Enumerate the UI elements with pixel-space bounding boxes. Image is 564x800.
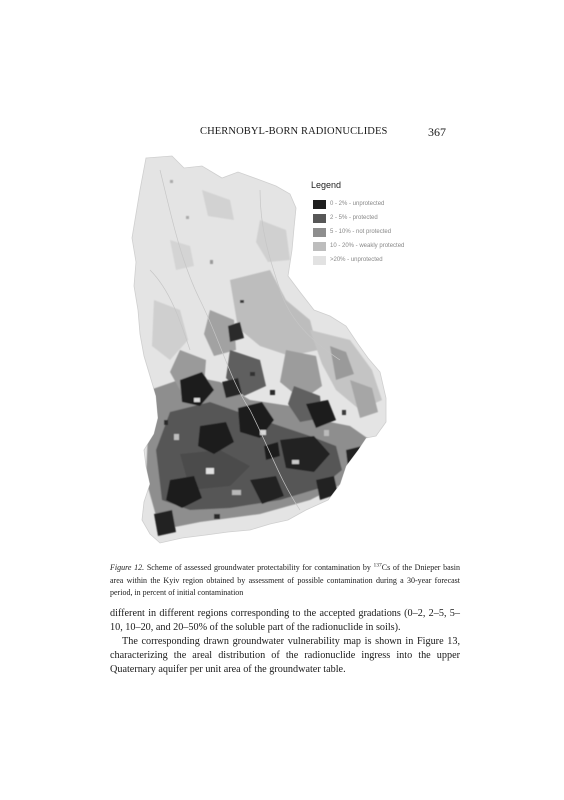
legend-swatch [313,242,326,251]
legend-item [313,255,441,266]
legend-title: Legend [311,180,342,190]
isotope-mass-number: 137 [373,562,382,569]
legend-swatch [313,200,326,209]
legend-label: 10 - 20% - weakly protected [330,243,405,249]
legend-label: 0 - 2% - unprotected [330,201,385,207]
body-text [110,607,460,677]
legend-swatch [313,228,326,237]
running-title: CHERNOBYL-BORN RADIONUCLIDES [200,126,388,137]
legend-item [313,199,441,210]
legend-swatch [313,214,326,223]
contamination-map [110,150,460,555]
figure-caption [110,562,460,600]
paragraph-2: The corresponding drawn groundwater vulnerability map is shown in Figure 13, characterizing the areal distribution of the radionuclide ingress into the upper Quaternary aquifer per unit area of the groundwater table. [110,636,460,675]
legend-swatch [313,256,326,265]
page-number: 367 [428,125,446,139]
legend-label: 2 - 5% - protected [330,215,378,221]
running-head [200,126,446,140]
legend-label: 5 - 10% - not protected [330,229,392,235]
legend-item [313,213,441,224]
caption-text-start: Scheme of assessed groundwater protectability for contamination by [146,563,374,572]
paragraph-1: different in different regions corresponding to the accepted gradations (0–2, 2–5, 5–10, 10–20, and 20–50% of the soluble part of the radionuclide in soils). [110,608,460,633]
figure-12 [110,150,460,555]
caption-text-end: Cs of the Dnieper basin area within the Kyiv region obtained by assessment of possible contamination during a 30-year forecast period, in percent of initial contamination [110,563,461,597]
legend-item [313,227,441,238]
figure-label: Figure 12. [110,563,145,572]
legend-item [313,241,441,252]
legend-label: >20% - unprotected [330,257,383,263]
